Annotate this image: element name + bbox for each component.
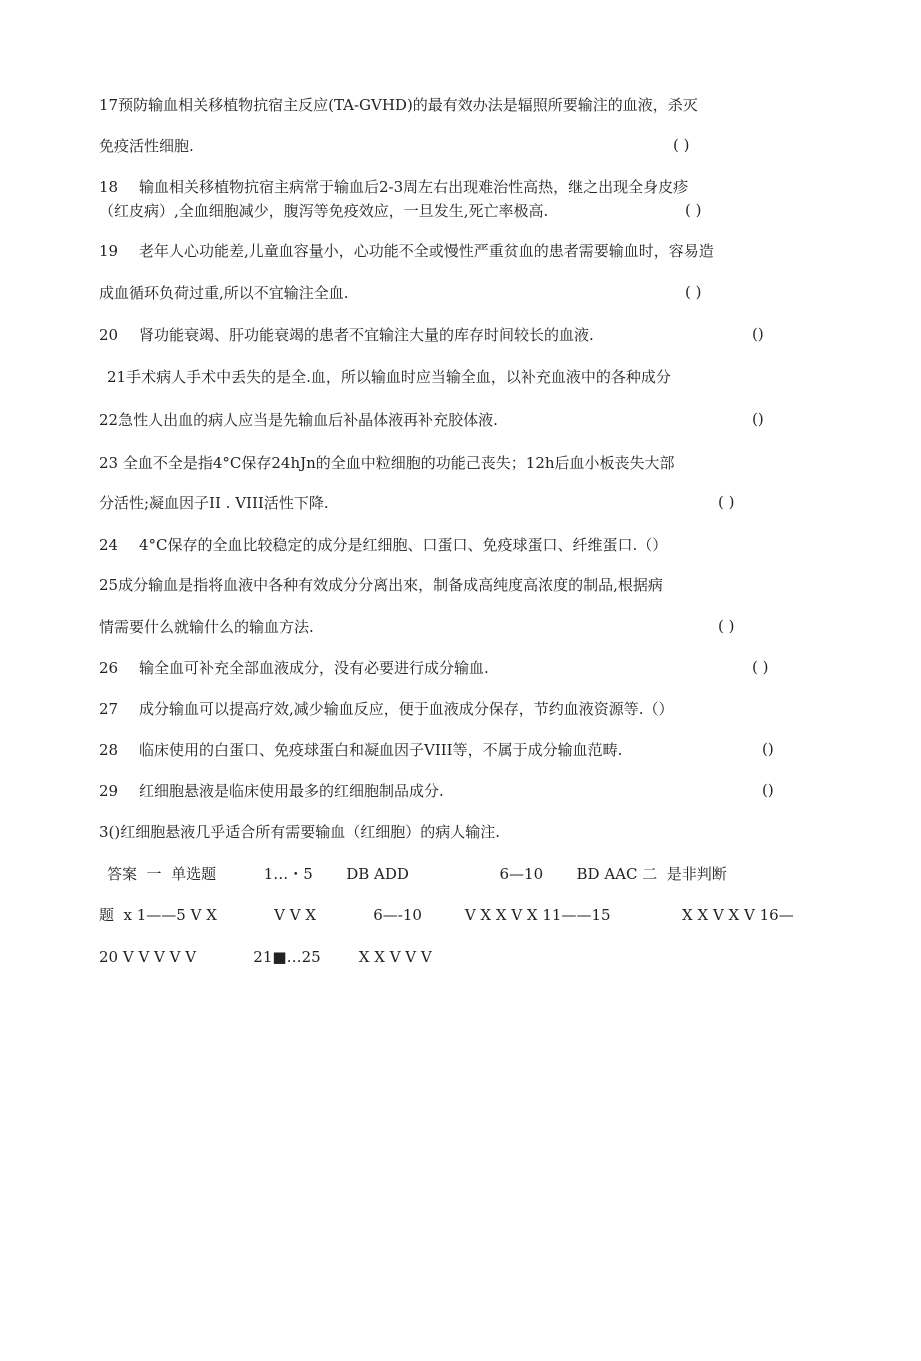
answer-bracket-20: () <box>752 325 764 343</box>
question-number: 20 <box>99 326 119 344</box>
question-number: 28 <box>99 741 119 759</box>
answer-bracket-25: ( ) <box>718 617 735 635</box>
answer-bracket-19: ( ) <box>685 283 702 301</box>
question-text: 输全血可补充全部血液成分，没有必要进行成分输血. <box>139 659 489 677</box>
question-text: 成分输血可以提高疗效,减少输血反应，便于血液成分保存，节约血液资源等.（） <box>139 700 674 718</box>
question-number: 26 <box>99 659 119 677</box>
answer-bracket-26: ( ) <box>752 658 769 676</box>
answer-bracket-22: () <box>752 410 764 428</box>
answer-key-line3: 20 V V V V V 21■…25 X X V V V <box>99 948 432 966</box>
answer-bracket-29: () <box>762 781 774 799</box>
question-29-line <box>99 781 444 801</box>
answer-bracket-23: ( ) <box>718 493 735 511</box>
question-18-line1 <box>99 177 688 197</box>
question-25-line1: 25成分输血是指将血液中各种有效成分分离出來，制备成高纯度高浓度的制品,根据病 <box>99 576 663 594</box>
question-19-line1 <box>99 241 714 261</box>
answer-key-line1: 答案 一 单选题 1…・5 DB ADD 6—10 BD AAC 二 是非判断 <box>107 865 727 883</box>
question-20-line <box>99 325 594 345</box>
question-26-line <box>99 658 489 678</box>
question-23-line1: 23 全血不全是指4°C保存24hJn的全血中粒细胞的功能己丧失；12h后血小板丧失大部 <box>99 454 675 472</box>
question-text: 肾功能衰竭、肝功能衰竭的患者不宜输注大量的库存时间较长的血液. <box>139 326 594 344</box>
question-22-line: 22急性人出血的病人应当是先输血后补晶体液再补充胶体液. <box>99 411 498 429</box>
question-21-line: 21手术病人手术中丢失的是全.血，所以输血时应当输全血，以补充血液中的各种成分 <box>107 368 671 386</box>
question-19-line2: 成血循环负荷过重,所以不宜输注全血. <box>99 284 349 302</box>
question-number: 18 <box>99 178 119 196</box>
question-text: 4°C保存的全血比较稳定的成分是红细胞、口蛋口、免疫球蛋口、纤维蛋口.（） <box>139 536 668 554</box>
question-text: 老年人心功能差,儿童血容量小，心功能不全或慢性严重贫血的患者需要输血时，容易造 <box>139 242 714 260</box>
question-24-line <box>99 535 667 555</box>
question-number: 24 <box>99 536 119 554</box>
answer-bracket-17: ( ) <box>673 136 690 154</box>
question-27-line <box>99 699 674 719</box>
question-17-line1: 17预防输血相关移植物抗宿主反应(TA-GVHD)的最有效办法是辐照所要输注的血液，杀灭 <box>99 96 698 114</box>
answer-bracket-18: ( ) <box>685 201 702 219</box>
question-25-line2: 情需要什么就输什么的输血方法. <box>99 618 314 636</box>
question-18-line2: （红皮病）,全血细胞减少，腹泻等免疫效应，一旦发生,死亡率极高. <box>99 202 549 220</box>
answer-key-line2: 题 x 1——5 V X V V X 6—-10 V X X V X 11——15 X X V X V 16— <box>99 906 794 924</box>
question-text: 临床使用的白蛋口、免疫球蛋白和凝血因子VIII等，不属于成分输血范畴. <box>139 741 623 759</box>
question-number: 19 <box>99 242 119 260</box>
question-17-line2: 免疫活性细胞. <box>99 137 194 155</box>
question-number: 27 <box>99 700 119 718</box>
question-text: 红细胞悬液是临床使用最多的红细胞制品成分. <box>139 782 444 800</box>
answer-bracket-28: () <box>762 740 774 758</box>
question-30-line: 3()红细胞悬液几乎适合所有需要输血（红细胞）的病人输注. <box>99 823 501 841</box>
question-28-line <box>99 740 622 760</box>
question-text: 输血相关移植物抗宿主病常于输血后2-3周左右出现难治性高热，继之出现全身皮疹 <box>139 178 689 196</box>
question-number: 29 <box>99 782 119 800</box>
question-23-line2: 分活性;凝血因子II . VIII活性下降. <box>99 494 329 512</box>
